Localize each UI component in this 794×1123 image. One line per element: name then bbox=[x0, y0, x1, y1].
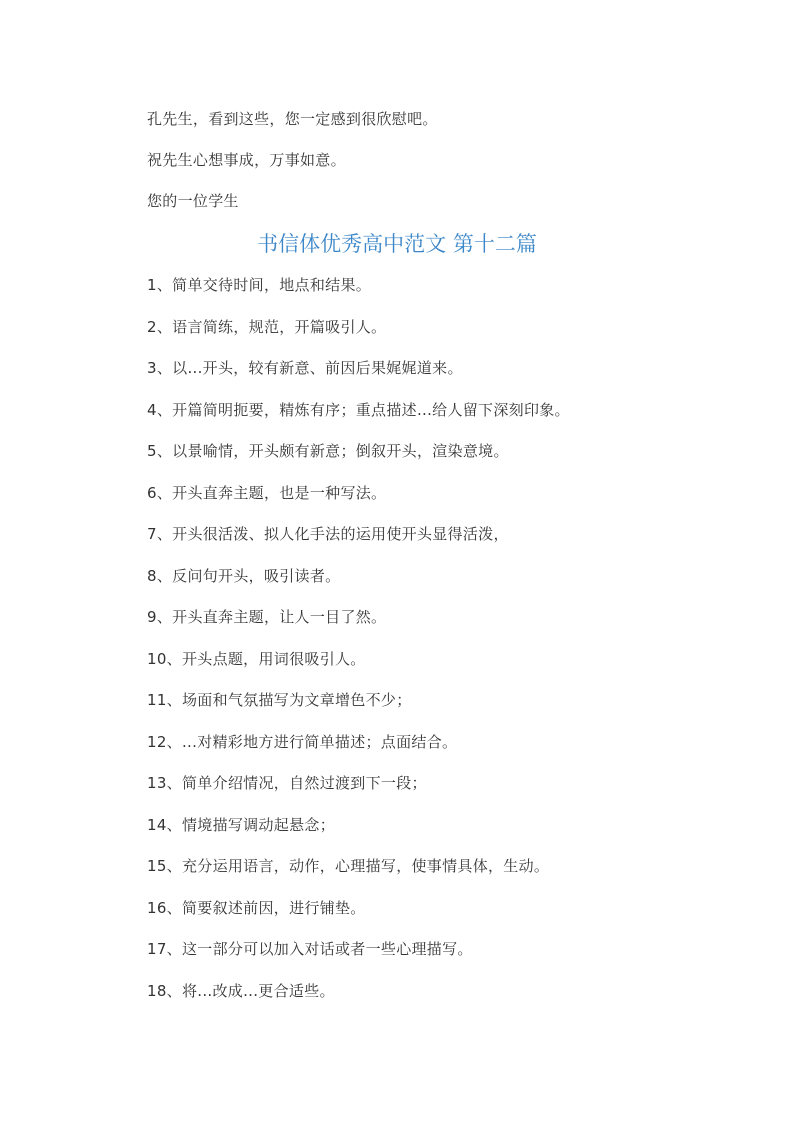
list-item: 3、以...开头，较有新意、前因后果娓娓道来。 bbox=[147, 359, 463, 377]
list-item: 7、开头很活泼、拟人化手法的运用使开头显得活泼， bbox=[147, 525, 509, 543]
list-item: 11、场面和气氛描写为文章增色不少； bbox=[147, 691, 412, 709]
list-item: 10、开头点题，用词很吸引人。 bbox=[147, 650, 366, 668]
list-item: 2、语言简练，规范，开篇吸引人。 bbox=[147, 318, 387, 336]
list-item: 6、开头直奔主题，也是一种写法。 bbox=[147, 484, 387, 502]
list-item: 4、开篇简明扼要，精炼有序；重点描述...给人留下深刻印象。 bbox=[147, 401, 570, 419]
list-item: 16、简要叙述前因，进行铺垫。 bbox=[147, 899, 366, 917]
list-item: 13、简单介绍情况，自然过渡到下一段； bbox=[147, 774, 427, 792]
list-item: 15、充分运用语言，动作，心理描写，使事情具体，生动。 bbox=[147, 857, 550, 875]
signature-line: 您的一位学生 bbox=[147, 192, 239, 210]
intro-paragraph: 孔先生，看到这些，您一定感到很欣慰吧。 bbox=[147, 110, 438, 128]
section-heading: 书信体优秀高中范文 第十二篇 bbox=[257, 232, 537, 256]
list-item: 14、情境描写调动起悬念； bbox=[147, 816, 335, 834]
list-item: 18、将...改成...更合适些。 bbox=[147, 982, 335, 1000]
list-item: 5、以景喻情，开头颇有新意；倒叙开头，渲染意境。 bbox=[147, 442, 509, 460]
list-item: 17、这一部分可以加入对话或者一些心理描写。 bbox=[147, 940, 473, 958]
list-item: 8、反问句开头，吸引读者。 bbox=[147, 567, 341, 585]
intro-paragraph: 祝先生心想事成，万事如意。 bbox=[147, 151, 346, 169]
list-item: 12、...对精彩地方进行简单描述；点面结合。 bbox=[147, 733, 458, 751]
list-item: 9、开头直奔主题，让人一目了然。 bbox=[147, 608, 387, 626]
list-item: 1、简单交待时间，地点和结果。 bbox=[147, 276, 372, 294]
